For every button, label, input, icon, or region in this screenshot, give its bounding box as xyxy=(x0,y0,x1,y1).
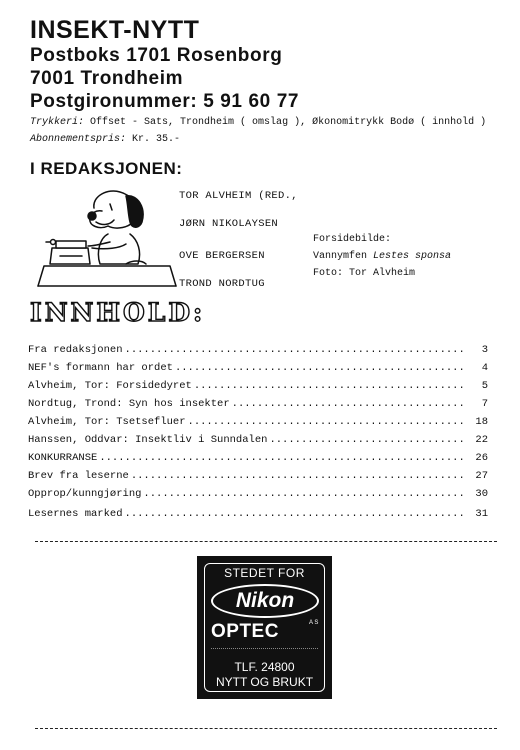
ad-company: OPTEC xyxy=(211,621,279,642)
cover-photo-credit: Foto: Tor Alvheim xyxy=(313,268,416,279)
toc-item: NEF's formann har ordet ..... 4 xyxy=(28,358,488,374)
ad-rule xyxy=(211,648,318,649)
ad-line1: STEDET FOR xyxy=(224,566,305,580)
cover-species: Lestes sponsa xyxy=(373,251,452,262)
subscription-label: Abonnementspris: xyxy=(30,134,127,145)
cover-prefix: Vannymfen xyxy=(313,251,368,262)
editorial-heading: I REDAKSJONEN: xyxy=(30,159,183,178)
staff-member: TOR ALVHEIM (RED., xyxy=(179,190,298,202)
staff-member: TROND NORDTUG xyxy=(179,278,265,290)
nikon-optec-advertisement xyxy=(197,556,332,699)
subscription-price: Kr. 35.- xyxy=(132,134,181,145)
toc-item: KONKURRANSE ..... 26 xyxy=(28,448,488,464)
printer-info xyxy=(30,117,486,128)
ad-phone: TLF. 24800 xyxy=(234,660,295,674)
ad-company-suffix: A S xyxy=(309,620,319,626)
snoopy-typewriter-illustration xyxy=(30,186,180,290)
toc-item: Nordtug, Trond: Syn hos insekter ..... 7 xyxy=(28,394,488,410)
cover-caption xyxy=(313,251,451,262)
giro-number: Postgironummer: 5 91 60 77 xyxy=(30,91,300,112)
subscription-info xyxy=(30,134,180,145)
nikon-brand: Nikon xyxy=(235,589,295,612)
toc-item: Lesernes marked ..... 31 xyxy=(28,504,488,520)
cover-label: Forsidebilde: xyxy=(313,234,392,245)
address-line-2: 7001 Trondheim xyxy=(30,68,184,89)
printer-label: Trykkeri: xyxy=(30,117,85,128)
toc-item: Opprop/kunngjøring ..... 30 xyxy=(28,484,488,500)
divider xyxy=(35,541,497,542)
contents-heading: INNHOLD: xyxy=(30,298,206,327)
nikon-logo xyxy=(211,584,319,618)
staff-member: OVE BERGERSEN xyxy=(179,250,265,262)
magazine-title: INSEKT-NYTT xyxy=(30,16,200,44)
toc-item: Fra redaksjonen ..... 3 xyxy=(28,340,488,356)
ad-tagline: NYTT OG BRUKT xyxy=(215,675,314,689)
printer-text: Offset - Sats, Trondheim ( omslag ), Økonomitrykk Bodø ( innhold ) xyxy=(90,117,487,128)
toc-item: Alvheim, Tor: Forsidedyret ..... 5 xyxy=(28,376,488,392)
divider xyxy=(35,728,497,729)
toc-item: Alvheim, Tor: Tsetsefluer ..... 18 xyxy=(28,412,488,428)
address-line-1: Postboks 1701 Rosenborg xyxy=(30,45,283,66)
toc-item: Brev fra leserne ..... 27 xyxy=(28,466,488,482)
toc-item: Hanssen, Oddvar: Insektliv i Sunndalen ..... 22 xyxy=(28,430,488,446)
staff-member: JØRN NIKOLAYSEN xyxy=(179,218,279,230)
